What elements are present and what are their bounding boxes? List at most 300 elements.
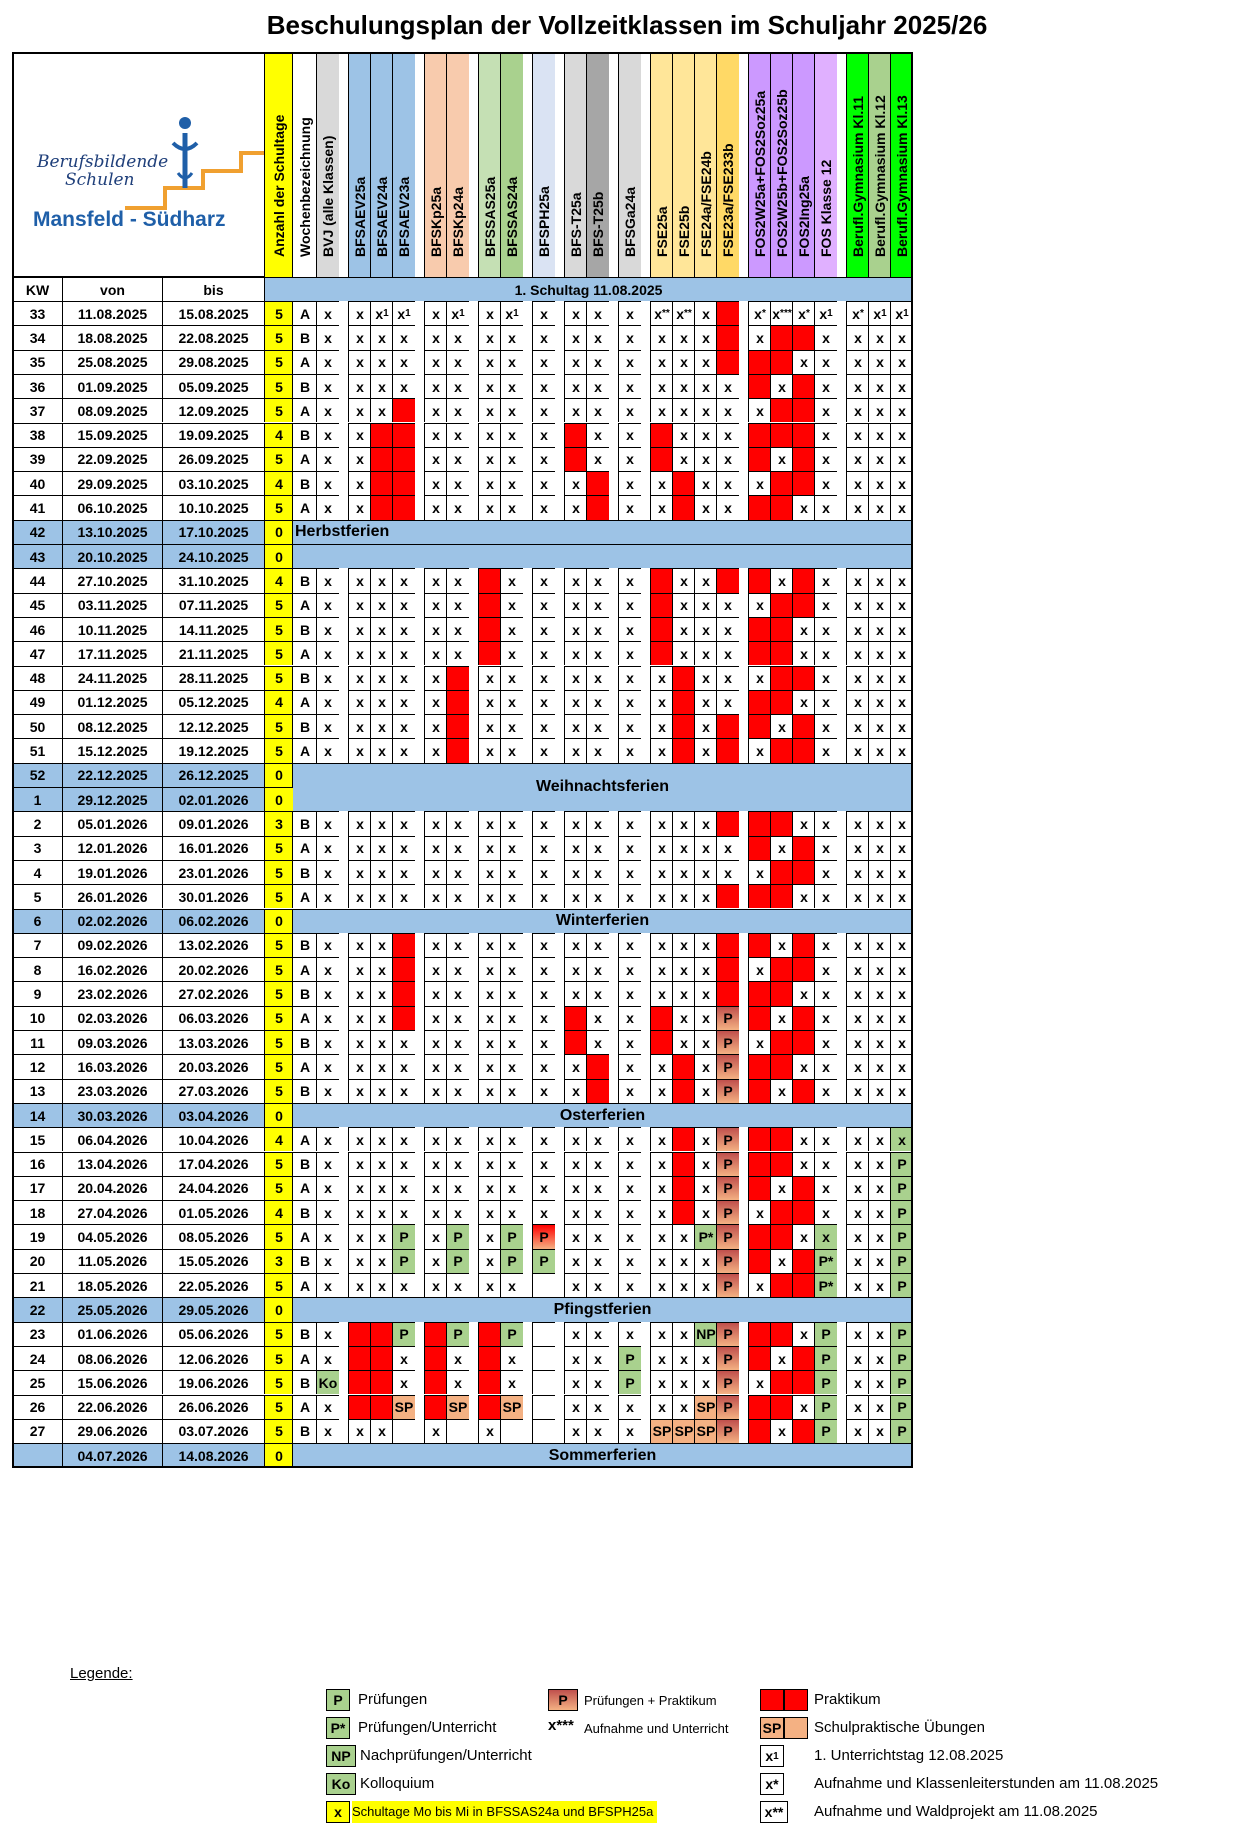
bis-cell: 14.11.2025	[162, 617, 264, 641]
schedule-cell: x	[446, 981, 469, 1005]
schedule-cell: x	[478, 301, 501, 325]
schedule-cell: x	[770, 568, 793, 592]
days-cell: 5	[264, 1224, 293, 1248]
bis-cell: 19.09.2025	[162, 423, 264, 447]
holiday-band: Herbstferien	[292, 520, 912, 544]
schedule-cell: x 1	[392, 301, 415, 325]
von-cell: 24.11.2025	[62, 666, 162, 690]
schedule-cell: x	[478, 1030, 501, 1054]
schedule-cell: x	[890, 568, 913, 592]
schedule-cell: x	[392, 641, 415, 665]
header-von: von	[62, 277, 162, 301]
schedule-cell: x	[694, 981, 717, 1005]
week-cell: A	[292, 398, 317, 422]
bis-cell: 28.11.2025	[162, 666, 264, 690]
schedule-cell	[392, 471, 415, 495]
schedule-cell	[500, 1419, 523, 1443]
holiday-band: Sommerferien	[292, 1443, 912, 1467]
schedule-cell: x	[424, 811, 447, 835]
schedule-cell: P	[392, 1224, 415, 1248]
schedule-cell: x	[694, 860, 717, 884]
schedule-cell	[770, 1395, 793, 1419]
schedule-cell: x	[424, 738, 447, 762]
bis-cell: 27.03.2026	[162, 1079, 264, 1103]
schedule-cell: x	[694, 1152, 717, 1176]
schedule-cell: x	[618, 884, 641, 908]
schedule-cell: x	[846, 860, 869, 884]
schedule-cell	[586, 471, 609, 495]
schedule-cell: P	[814, 1322, 837, 1346]
schedule-cell: x	[672, 325, 695, 349]
schedule-cell: x	[694, 1249, 717, 1273]
schedule-cell: x	[672, 593, 695, 617]
von-cell: 09.03.2026	[62, 1030, 162, 1054]
von-cell: 30.03.2026	[62, 1103, 162, 1127]
column-header	[650, 52, 673, 277]
schedule-cell: x	[586, 1006, 609, 1030]
schedule-cell: x	[564, 933, 587, 957]
schedule-cell: x	[446, 1030, 469, 1054]
schedule-cell: x	[348, 1249, 371, 1273]
schedule-cell: x	[370, 1200, 393, 1224]
schedule-cell: x	[694, 593, 717, 617]
schedule-cell: x	[392, 325, 415, 349]
schedule-cell: x	[846, 447, 869, 471]
days-cell: 5	[264, 957, 293, 981]
schedule-cell: x	[890, 471, 913, 495]
schedule-cell: x	[846, 666, 869, 690]
schedule-cell: x	[868, 811, 891, 835]
schedule-cell: x	[586, 1370, 609, 1394]
days-cell: 5	[264, 350, 293, 374]
schedule-cell: x	[694, 325, 717, 349]
bis-cell: 24.04.2026	[162, 1176, 264, 1200]
schedule-cell: x	[890, 398, 913, 422]
week-cell: B	[292, 471, 317, 495]
bis-cell: 10.10.2025	[162, 495, 264, 519]
schedule-cell: x 1	[890, 301, 913, 325]
schedule-cell	[478, 593, 501, 617]
schedule-cell: x	[814, 1176, 837, 1200]
schedule-cell: x	[792, 641, 815, 665]
schedule-cell: x	[814, 811, 837, 835]
schedule-cell: x	[650, 1152, 673, 1176]
legend-np: Nachprüfungen/Unterricht	[360, 1747, 532, 1764]
schedule-cell: x	[694, 423, 717, 447]
schedule-cell	[650, 1030, 673, 1054]
schedule-cell: x	[424, 325, 447, 349]
schedule-cell: x	[446, 423, 469, 447]
schedule-cell	[792, 1249, 815, 1273]
schedule-cell: x	[694, 301, 717, 325]
legend-sp-box2	[784, 1717, 808, 1739]
legend	[0, 1665, 1254, 1825]
schedule-cell: x	[846, 1224, 869, 1248]
schedule-cell	[770, 1370, 793, 1394]
days-cell: 0	[264, 520, 293, 544]
schedule-cell: x	[618, 1006, 641, 1030]
schedule-cell	[748, 836, 771, 860]
schedule-cell	[532, 1346, 555, 1370]
schedule-cell: x	[846, 1200, 869, 1224]
days-cell: 0	[264, 787, 293, 811]
schedule-cell: x	[814, 495, 837, 519]
schedule-cell: x	[650, 811, 673, 835]
schedule-cell: x	[424, 957, 447, 981]
schedule-cell	[748, 1346, 771, 1370]
week-cell: B	[292, 423, 317, 447]
schedule-cell: x	[814, 1200, 837, 1224]
schedule-cell: x	[694, 811, 717, 835]
legend-np-box: NP	[326, 1745, 356, 1767]
schedule-cell: x	[424, 1152, 447, 1176]
week-cell: B	[292, 325, 317, 349]
schedule-cell: x	[650, 690, 673, 714]
schedule-cell: x	[672, 884, 695, 908]
von-cell: 16.03.2026	[62, 1054, 162, 1078]
schedule-cell: x	[814, 836, 837, 860]
schedule-cell: x	[370, 641, 393, 665]
column-header-label: FOS Klasse 12	[818, 159, 834, 257]
schedule-cell: x	[890, 593, 913, 617]
schedule-cell: P	[716, 1030, 739, 1054]
schedule-cell: x	[586, 836, 609, 860]
schedule-cell: x	[500, 957, 523, 981]
schedule-cell: x	[424, 690, 447, 714]
schedule-cell: x	[348, 1030, 371, 1054]
schedule-cell	[370, 447, 393, 471]
days-cell: 3	[264, 811, 293, 835]
days-cell: 5	[264, 1273, 293, 1297]
schedule-cell	[792, 447, 815, 471]
schedule-cell: x	[868, 1346, 891, 1370]
legend-pstar-box: P*	[326, 1717, 350, 1739]
schedule-cell: x	[370, 1054, 393, 1078]
kw-cell: 9	[12, 981, 62, 1005]
week-cell: A	[292, 1273, 317, 1297]
kw-cell: 21	[12, 1273, 62, 1297]
schedule-cell: x	[890, 836, 913, 860]
logo-line2: Schulen	[65, 170, 135, 190]
schedule-cell: x	[532, 1054, 555, 1078]
schedule-cell	[716, 884, 739, 908]
schedule-cell: x	[748, 957, 771, 981]
schedule-cell: x	[814, 568, 837, 592]
schedule-cell	[792, 398, 815, 422]
schedule-cell: x	[814, 884, 837, 908]
von-cell: 04.05.2026	[62, 1224, 162, 1248]
logo-text	[37, 153, 168, 189]
schedule-cell: x	[586, 1176, 609, 1200]
schedule-cell: x	[392, 617, 415, 641]
schedule-cell: x	[370, 666, 393, 690]
bis-cell: 10.04.2026	[162, 1127, 264, 1151]
von-cell: 06.04.2026	[62, 1127, 162, 1151]
schedule-cell: x	[846, 884, 869, 908]
schedule-cell: x	[890, 1006, 913, 1030]
kw-cell: 22	[12, 1297, 62, 1321]
schedule-cell: x	[770, 1419, 793, 1443]
schedule-cell: x	[478, 1249, 501, 1273]
schedule-cell: x	[424, 641, 447, 665]
schedule-cell: x	[618, 1395, 641, 1419]
schedule-cell: x	[814, 447, 837, 471]
schedule-cell: x	[446, 617, 469, 641]
schedule-cell	[716, 301, 739, 325]
column-header	[392, 52, 415, 277]
legend-x-yellow-box: x	[326, 1801, 350, 1823]
schedule-cell: x ***	[770, 301, 793, 325]
schedule-cell: x	[846, 1346, 869, 1370]
schedule-cell: x	[500, 641, 523, 665]
schedule-cell: x	[348, 641, 371, 665]
schedule-cell	[792, 1176, 815, 1200]
von-cell: 16.02.2026	[62, 957, 162, 981]
column-header-label: FSE25b	[676, 205, 692, 257]
schedule-cell: x	[478, 981, 501, 1005]
schedule-cell: x	[446, 495, 469, 519]
schedule-cell: x	[846, 1127, 869, 1151]
schedule-cell: x	[672, 1346, 695, 1370]
schedule-cell: x	[370, 957, 393, 981]
schedule-cell	[792, 568, 815, 592]
schedule-cell: SP	[392, 1395, 415, 1419]
column-header-label: FSE23a/FSE233b	[720, 143, 736, 257]
schedule-cell	[770, 884, 793, 908]
schedule-cell: x	[424, 1030, 447, 1054]
schedule-cell: x	[846, 593, 869, 617]
schedule-cell: x	[890, 1054, 913, 1078]
schedule-cell: x	[500, 1152, 523, 1176]
schedule-cell	[650, 447, 673, 471]
schedule-cell: x	[500, 933, 523, 957]
schedule-cell: x	[650, 884, 673, 908]
schedule-cell: x	[814, 1054, 837, 1078]
schedule-cell	[716, 325, 739, 349]
schedule-cell: x	[500, 350, 523, 374]
holiday-band: Winterferien	[292, 909, 912, 933]
schedule-cell: x	[650, 1370, 673, 1394]
schedule-cell: x	[748, 471, 771, 495]
schedule-cell: x	[348, 301, 371, 325]
schedule-cell: P	[890, 1224, 913, 1248]
schedule-cell: x	[348, 1419, 371, 1443]
week-cell: A	[292, 495, 317, 519]
schedule-cell: x	[348, 350, 371, 374]
schedule-cell: x	[890, 447, 913, 471]
kw-cell: 48	[12, 666, 62, 690]
schedule-cell: x 1	[868, 301, 891, 325]
schedule-cell: P	[716, 1370, 739, 1394]
days-cell: 5	[264, 1370, 293, 1394]
kw-cell: 41	[12, 495, 62, 519]
schedule-cell: x	[868, 1200, 891, 1224]
schedule-cell: x	[564, 1419, 587, 1443]
schedule-cell: x	[392, 860, 415, 884]
schedule-cell: x	[370, 1419, 393, 1443]
bis-cell: 13.03.2026	[162, 1030, 264, 1054]
schedule-cell: x	[446, 933, 469, 957]
schedule-cell	[532, 1322, 555, 1346]
bis-cell: 06.02.2026	[162, 909, 264, 933]
schedule-cell: x	[316, 301, 339, 325]
schedule-cell: x	[618, 933, 641, 957]
schedule-cell: x	[348, 738, 371, 762]
schedule-cell: x	[392, 1127, 415, 1151]
schedule-cell: x	[618, 301, 641, 325]
kw-cell: 6	[12, 909, 62, 933]
schedule-cell: x	[814, 1127, 837, 1151]
schedule-cell: x	[770, 447, 793, 471]
schedule-cell: x	[650, 1079, 673, 1103]
schedule-cell	[716, 933, 739, 957]
schedule-cell: x	[814, 860, 837, 884]
schedule-cell: x	[424, 350, 447, 374]
schedule-cell	[672, 666, 695, 690]
schedule-cell: x	[532, 836, 555, 860]
schedule-cell: x	[792, 981, 815, 1005]
schedule-cell	[672, 1200, 695, 1224]
schedule-cell: x	[500, 1200, 523, 1224]
schedule-cell	[478, 1370, 501, 1394]
kw-cell: 15	[12, 1127, 62, 1151]
legend-praktikum: Praktikum	[814, 1691, 881, 1708]
days-cell: 5	[264, 593, 293, 617]
schedule-cell: x	[792, 690, 815, 714]
schedule-cell: x	[868, 568, 891, 592]
week-cell: A	[292, 641, 317, 665]
schedule-cell	[770, 1030, 793, 1054]
schedule-cell: x	[316, 957, 339, 981]
von-cell: 09.02.2026	[62, 933, 162, 957]
schedule-cell: x	[348, 1079, 371, 1103]
schedule-cell: x	[532, 325, 555, 349]
schedule-cell: x	[672, 350, 695, 374]
schedule-cell	[650, 1006, 673, 1030]
schedule-cell: x	[586, 860, 609, 884]
schedule-cell: x	[890, 666, 913, 690]
schedule-cell: x	[424, 568, 447, 592]
column-header-label: BFSSAS24a	[504, 176, 520, 257]
schedule-cell	[748, 690, 771, 714]
days-cell: 5	[264, 1152, 293, 1176]
schedule-cell: x	[618, 374, 641, 398]
schedule-cell: x	[716, 593, 739, 617]
week-cell: A	[292, 738, 317, 762]
legend-title: Legende:	[70, 1665, 133, 1682]
schedule-cell: x	[814, 981, 837, 1005]
column-header-label: FOS2W25b+FOS2Soz25b	[774, 89, 790, 257]
schedule-cell: x	[392, 1273, 415, 1297]
column-header-label: BFSAEV25a	[352, 176, 368, 257]
schedule-cell: x	[672, 860, 695, 884]
legend-x-yellow: Schultage Mo bis Mi in BFSSAS24a und BFSPH25a	[352, 1801, 657, 1823]
schedule-cell: x	[890, 423, 913, 447]
schedule-cell: x	[532, 981, 555, 1005]
schedule-cell: x	[370, 836, 393, 860]
schedule-cell: x	[564, 1273, 587, 1297]
schedule-cell: x	[586, 1346, 609, 1370]
schedule-cell: x	[814, 1224, 837, 1248]
week-cell: B	[292, 568, 317, 592]
kw-cell: 33	[12, 301, 62, 325]
schedule-cell: x	[890, 714, 913, 738]
schedule-cell: x	[532, 1079, 555, 1103]
schedule-cell: x	[618, 1322, 641, 1346]
schedule-cell: x	[564, 666, 587, 690]
legend-p-box: P	[326, 1689, 350, 1711]
schedule-cell: x	[846, 981, 869, 1005]
bis-cell: 21.11.2025	[162, 641, 264, 665]
column-header	[748, 52, 771, 277]
schedule-cell	[792, 1200, 815, 1224]
schedule-cell	[392, 423, 415, 447]
schedule-cell: x	[424, 1127, 447, 1151]
schedule-cell: x	[316, 1079, 339, 1103]
schedule-cell: x	[748, 1030, 771, 1054]
schedule-cell: x	[478, 495, 501, 519]
schedule-cell: x	[370, 374, 393, 398]
schedule-cell: x	[586, 1249, 609, 1273]
week-cell: B	[292, 1249, 317, 1273]
legend-ko-box: Ko	[326, 1773, 356, 1795]
schedule-cell: x	[500, 325, 523, 349]
schedule-cell: x	[672, 447, 695, 471]
days-cell: 4	[264, 1200, 293, 1224]
schedule-cell: x	[424, 1176, 447, 1200]
schedule-cell: x	[846, 471, 869, 495]
schedule-cell: x	[316, 860, 339, 884]
bis-cell: 22.05.2026	[162, 1273, 264, 1297]
schedule-cell: x	[618, 738, 641, 762]
schedule-cell	[446, 666, 469, 690]
schedule-cell	[392, 398, 415, 422]
column-header-label: BFSAEV23a	[396, 176, 412, 257]
week-cell: B	[292, 666, 317, 690]
schedule-cell: SP	[500, 1395, 523, 1419]
schedule-cell: x	[650, 933, 673, 957]
column-header	[316, 52, 339, 277]
bis-cell: 12.09.2025	[162, 398, 264, 422]
schedule-cell: x	[650, 1176, 673, 1200]
schedule-cell: x	[586, 981, 609, 1005]
schedule-cell: x	[348, 811, 371, 835]
column-header	[292, 52, 317, 277]
schedule-cell: x	[446, 447, 469, 471]
schedule-cell: x	[500, 836, 523, 860]
schedule-cell: x	[392, 1346, 415, 1370]
schedule-cell: x	[370, 1249, 393, 1273]
von-cell: 15.06.2026	[62, 1370, 162, 1394]
column-header-label: FOS2W25a+FOS2Soz25a	[752, 90, 768, 257]
schedule-cell: x	[650, 981, 673, 1005]
schedule-cell: x	[868, 714, 891, 738]
schedule-cell: x	[446, 1006, 469, 1030]
schedule-cell: P	[890, 1419, 913, 1443]
schedule-cell: x	[478, 423, 501, 447]
days-cell: 5	[264, 884, 293, 908]
column-header	[478, 52, 501, 277]
schedule-cell: x	[424, 666, 447, 690]
schedule-cell: x	[846, 1419, 869, 1443]
schedule-cell: x	[672, 423, 695, 447]
schedule-cell: x	[618, 641, 641, 665]
schedule-cell: x	[672, 1322, 695, 1346]
schedule-cell: x	[446, 593, 469, 617]
column-header	[424, 52, 447, 277]
days-cell: 5	[264, 738, 293, 762]
schedule-cell: x	[316, 617, 339, 641]
